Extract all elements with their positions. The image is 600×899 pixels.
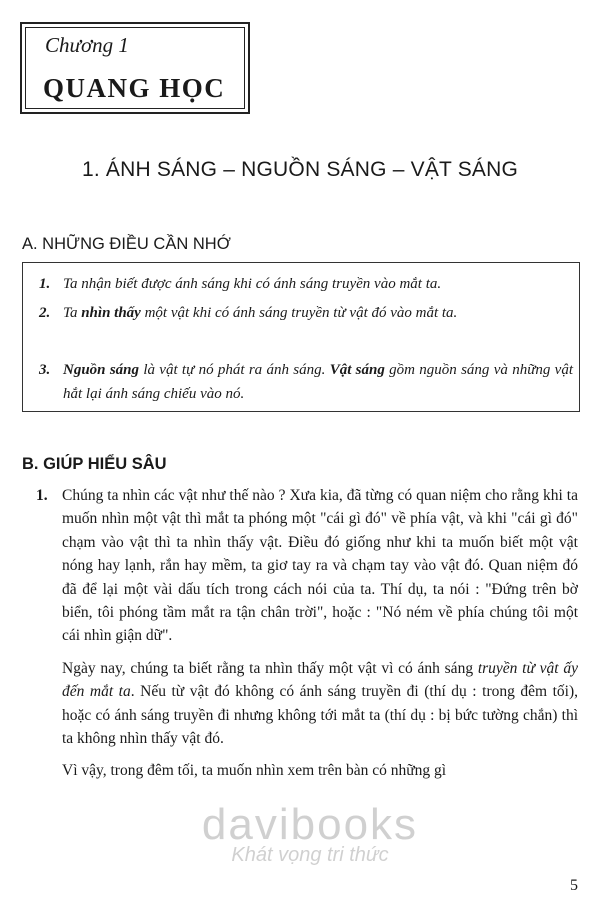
key-point-number: 1. <box>39 276 51 292</box>
explanation-item-1 <box>36 484 578 783</box>
section-a-heading: A. NHỮNG ĐIỀU CẦN NHỚ <box>22 235 231 253</box>
explanation-paragraph-1: Chúng ta nhìn các vật như thế nào ? Xưa kia, đã từng có quan niệm cho rằng khi ta muốn nhìn một vật thì mắt ta phóng một "cái gì đó" về phía vật, và khi "cái gì đó" chạm vào vật thì ta nhìn thấy vật. Điều đó giống như khi ta muốn biết một vật nóng hay lạnh, rắn hay mềm, ta giơ tay ra và chạm tay vào vật đó. Quan niệm đó đã để lại một vài dấu tích trong cách nói của ta. Thí dụ, ta nói : "Đứng trên bờ biển, tôi phóng tầm mắt ra tận chân trời", hoặc : "Nó ném về phía chúng tôi một cái nhìn giận dữ". <box>62 487 578 645</box>
page-number: 5 <box>570 877 578 894</box>
paragraph-2-pre: Ngày nay, chúng ta biết rằng ta nhìn thấy một vật vì có ánh sáng <box>62 659 478 677</box>
explanation-number: 1. <box>36 487 48 504</box>
key-point-bold-term: Vật sáng <box>329 362 385 378</box>
chapter-label: Chương 1 <box>45 33 129 57</box>
explanation-paragraph-2 <box>62 657 578 751</box>
key-point-number: 2. <box>39 305 51 321</box>
paragraph-2-italic: truyền từ vật ấy đến mắt ta <box>62 659 578 701</box>
watermark-brand: davibooks <box>201 800 419 849</box>
key-points-box <box>22 262 580 412</box>
explanation-paragraph-3: Vì vậy, trong đêm tối, ta muốn nhìn xem trên bàn có những gì <box>62 762 447 780</box>
key-point-text-pre: Ta <box>63 305 82 321</box>
key-point-bold-term: nhìn thấy <box>81 305 141 321</box>
watermark <box>160 800 460 867</box>
key-point-2 <box>39 301 573 325</box>
key-point-text: Ta nhận biết được ánh sáng khi có ánh sáng truyền vào mắt ta. <box>63 276 442 292</box>
key-point-text-post: gồm nguồn sáng và những vật hắt lại ánh sáng chiếu vào nó. <box>63 362 573 402</box>
lesson-title: 1. ÁNH SÁNG – NGUỒN SÁNG – VẬT SÁNG <box>81 158 519 181</box>
key-point-1 <box>39 272 573 296</box>
key-point-text <box>63 301 573 325</box>
paragraph-2-post: . Nếu từ vật đó không có ánh sáng truyền đi (thí dụ : trong đêm tối), hoặc có ánh sáng truyền đi nhưng không tới mắt ta (thí dụ : bị bức tường chắn) thì ta không nhìn thấy vật đó. <box>62 683 578 748</box>
key-point-text <box>63 358 573 406</box>
key-point-text-post: một vật khi có ánh sáng truyền từ vật đó vào mắt ta. <box>140 305 458 321</box>
section-b-heading: B. GIÚP HIỂU SÂU <box>22 455 167 473</box>
key-point-3 <box>39 358 573 406</box>
key-point-text-mid: là vật tự nó phát ra ánh sáng. <box>139 362 330 378</box>
key-point-number: 3. <box>39 362 51 378</box>
key-point-bold-term: Nguồn sáng <box>63 362 140 378</box>
chapter-header-box <box>20 22 250 114</box>
watermark-tagline: Khát vọng tri thức <box>231 844 389 866</box>
chapter-title: QUANG HỌC <box>43 73 226 103</box>
